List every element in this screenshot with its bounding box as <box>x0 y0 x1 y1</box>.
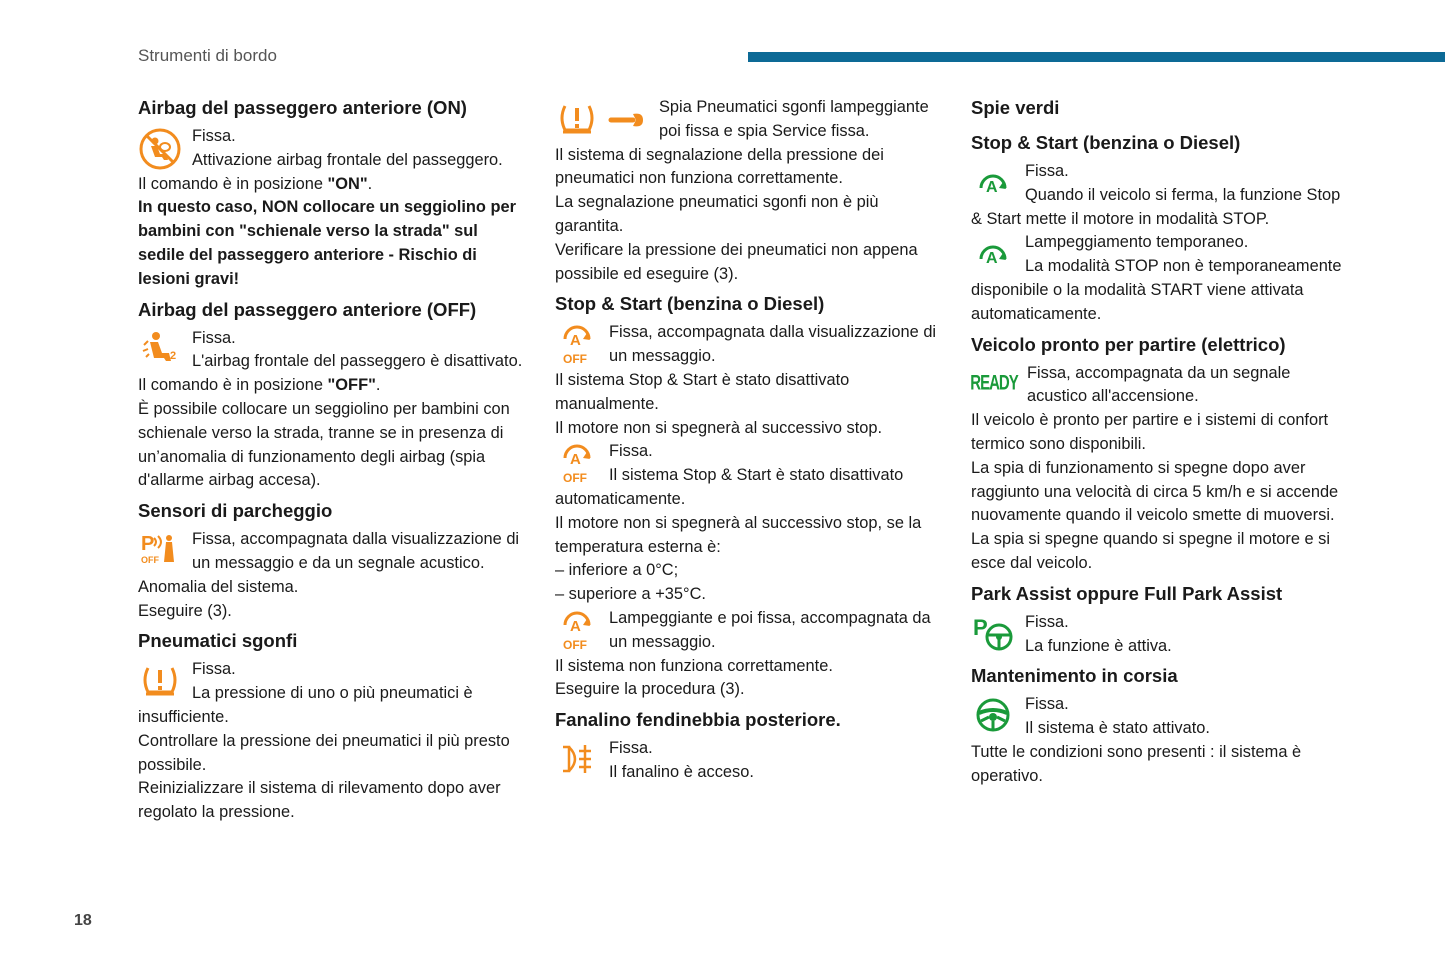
svg-text:OFF: OFF <box>563 471 587 485</box>
status-text: Fissa. <box>192 127 236 145</box>
section-title: Airbag del passeggero anteriore (OFF) <box>138 298 477 320</box>
status-text: Fissa. <box>1025 695 1069 714</box>
section-ready <box>971 333 1351 576</box>
svg-text:OFF: OFF <box>563 637 587 651</box>
description-text: Verificare la pressione dei pneumatici non appena possibile ed eseguire (3). <box>555 240 918 283</box>
ready-icon-label: READY <box>970 371 1018 395</box>
header-bar <box>748 52 1445 62</box>
header-title: Strumenti di bordo <box>138 46 277 65</box>
section-title: Sensori di parcheggio <box>138 500 333 522</box>
tyre-pressure-icon <box>555 98 599 138</box>
svg-text:A: A <box>570 451 581 469</box>
column-middle <box>555 96 940 791</box>
description-text: Spia Pneumatici sgonfi lampeggiante poi fissa e spia Service fissa. <box>659 98 929 140</box>
section-pneumatici <box>138 629 523 825</box>
description-text: Attivazione airbag frontale del passeggero. <box>192 150 503 169</box>
description-text: Il sistema di segnalazione della pressione dei pneumatici non funziona correttamente. <box>555 145 884 188</box>
section-airbag-on <box>138 96 523 292</box>
section-title: Pneumatici sgonfi <box>138 630 298 652</box>
svg-text:2: 2 <box>170 349 177 362</box>
description-text: Quando il veicolo si ferma, la funzione Stop & Start mette il motore in modalità STOP. <box>971 185 1341 228</box>
section-stop-start-green <box>971 131 1351 327</box>
description-text: La funzione è attiva. <box>1025 636 1172 655</box>
column-left <box>138 96 523 831</box>
svg-text:A: A <box>986 250 998 268</box>
section-stop-start-orange <box>555 292 940 702</box>
svg-text:OFF: OFF <box>563 352 587 366</box>
description-text: Eseguire la procedura (3). <box>555 680 745 699</box>
status-text: Fissa. <box>1025 612 1069 631</box>
section-title: Stop & Start (benzina o Diesel) <box>555 293 825 315</box>
command-value: "OFF" <box>327 376 376 395</box>
description-text: Il motore non si spegnerà al successivo stop. <box>555 418 883 437</box>
svg-text:A: A <box>570 617 581 635</box>
section-corsia <box>971 664 1351 788</box>
section-title: Park Assist oppure Full Park Assist <box>971 582 1283 604</box>
description-text: La segnalazione pneumatici sgonfi non è più garantita. <box>555 193 879 235</box>
description-text: Fissa, accompagnata da un segnale acustico all'accensione. <box>1027 363 1291 406</box>
stop-start-off-icon <box>555 323 599 365</box>
extra-text: È possibile collocare un seggiolino per bambini con schienale verso la strada, tranne se in presenza di un’anomalia di funzionamento degli airbag (spia d'allarme airbag accesa). <box>138 399 510 490</box>
list-item: – inferiore a 0°C; <box>555 561 679 580</box>
airbag-passenger-off-icon <box>138 329 182 369</box>
description-text: L'airbag frontale del passeggero è disattivato. <box>192 352 523 371</box>
description-text: Anomalia del sistema. <box>138 577 299 596</box>
description-text: La spia si spegne quando si spegne il motore e si esce dal veicolo. <box>971 530 1331 572</box>
command-value: "ON" <box>327 174 368 193</box>
stop-start-off-icon <box>555 442 599 484</box>
svg-text:OFF: OFF <box>141 555 159 566</box>
description-text: Il fanalino è acceso. <box>609 762 754 781</box>
parking-sensor-off-icon <box>138 530 182 570</box>
column-right <box>971 96 1351 795</box>
description-text: Il veicolo è pronto per partire e i sistemi di confort termico sono disponibili. <box>971 411 1329 453</box>
section-title: Fanalino fendinebbia posteriore. <box>555 709 841 731</box>
command-label: Il comando è in posizione <box>138 174 328 193</box>
stop-start-off-icon <box>555 609 599 651</box>
section-sensori <box>138 499 523 623</box>
description-text: Il sistema non funziona correttamente. <box>555 656 833 675</box>
lane-keeping-icon <box>971 695 1015 735</box>
description-text: Lampeggiante e poi fissa, accompagnata da un messaggio. <box>609 608 931 651</box>
description-text: Tutte le condizioni sono presenti : il sistema è operativo. <box>971 742 1302 785</box>
command-end: . <box>375 376 381 395</box>
warning-text: In questo caso, NON collocare un seggiolino per bambini con "schienale verso la strada" sul sedile del passeggero anteriore - Rischio di lesioni gravi! <box>138 198 516 288</box>
description-text: Il sistema Stop & Start è stato disattivato automaticamente. <box>555 466 904 508</box>
section-fanalino <box>555 708 940 785</box>
description-text: Il motore non si spegnerà al successivo stop, se la temperatura esterna è: <box>555 513 922 556</box>
svg-text:A: A <box>986 179 998 196</box>
status-text: Fissa. <box>192 328 236 347</box>
description-text: La modalità STOP non è temporaneamente disponibile o la modalità START viene attivata automaticamente. <box>971 257 1342 323</box>
ready-icon <box>971 356 1017 412</box>
svg-text:P: P <box>973 614 988 640</box>
section-title: Veicolo pronto per partire (elettrico) <box>971 333 1286 355</box>
tyre-pressure-icon <box>138 660 182 700</box>
description-text: Fissa, accompagnata dalla visualizzazione di un messaggio e da un segnale acustico. <box>192 530 520 572</box>
status-text: Lampeggiamento temporaneo. <box>1025 233 1249 252</box>
command-end: . <box>367 174 373 193</box>
description-text: La pressione di uno o più pneumatici è insufficiente. <box>138 684 473 726</box>
stop-start-green-icon <box>971 162 1015 202</box>
service-wrench-icon <box>605 98 649 138</box>
status-text: Fissa. <box>1025 162 1069 180</box>
description-text: Fissa. <box>609 442 653 461</box>
section-title: Stop & Start (benzina o Diesel) <box>971 132 1241 153</box>
section-title: Mantenimento in corsia <box>971 665 1178 687</box>
description-text: La spia di funzionamento si spegne dopo aver raggiunto una velocità di circa 5 km/h e si accende nuovamente quando il veicolo smette di muoversi. <box>971 458 1339 525</box>
svg-text:P: P <box>141 533 155 556</box>
description-text: Controllare la pressione dei pneumatici il più presto possibile. <box>138 731 510 774</box>
command-label: Il comando è in posizione <box>138 376 328 395</box>
section-park-assist <box>971 582 1351 659</box>
park-assist-icon <box>971 613 1015 653</box>
section-airbag-off <box>138 298 523 494</box>
status-text: Fissa. <box>609 739 653 758</box>
list-item: – superiore a +35°C. <box>555 585 706 604</box>
svg-text:A: A <box>570 332 581 350</box>
description-text: Il sistema è stato attivato. <box>1025 719 1210 738</box>
rear-fog-icon <box>555 739 599 779</box>
command-text <box>138 374 523 398</box>
command-text <box>138 173 523 197</box>
green-lights-heading: Spie verdi <box>971 97 1060 118</box>
section-title: Airbag del passeggero anteriore (ON) <box>138 97 467 118</box>
status-text: Fissa. <box>192 660 236 679</box>
stop-start-green-icon <box>971 233 1015 273</box>
description-text: Reinizializzare il sistema di rilevamento dopo aver regolato la pressione. <box>138 779 501 822</box>
airbag-passenger-on-icon <box>138 127 182 171</box>
description-text: Il sistema Stop & Start è stato disattivato manualmente. <box>555 370 850 413</box>
page-number: 18 <box>74 912 92 929</box>
description-text: Eseguire (3). <box>138 601 232 620</box>
description-text: Fissa, accompagnata dalla visualizzazione di un messaggio. <box>609 323 937 366</box>
section-pneumatici-service <box>555 96 940 286</box>
